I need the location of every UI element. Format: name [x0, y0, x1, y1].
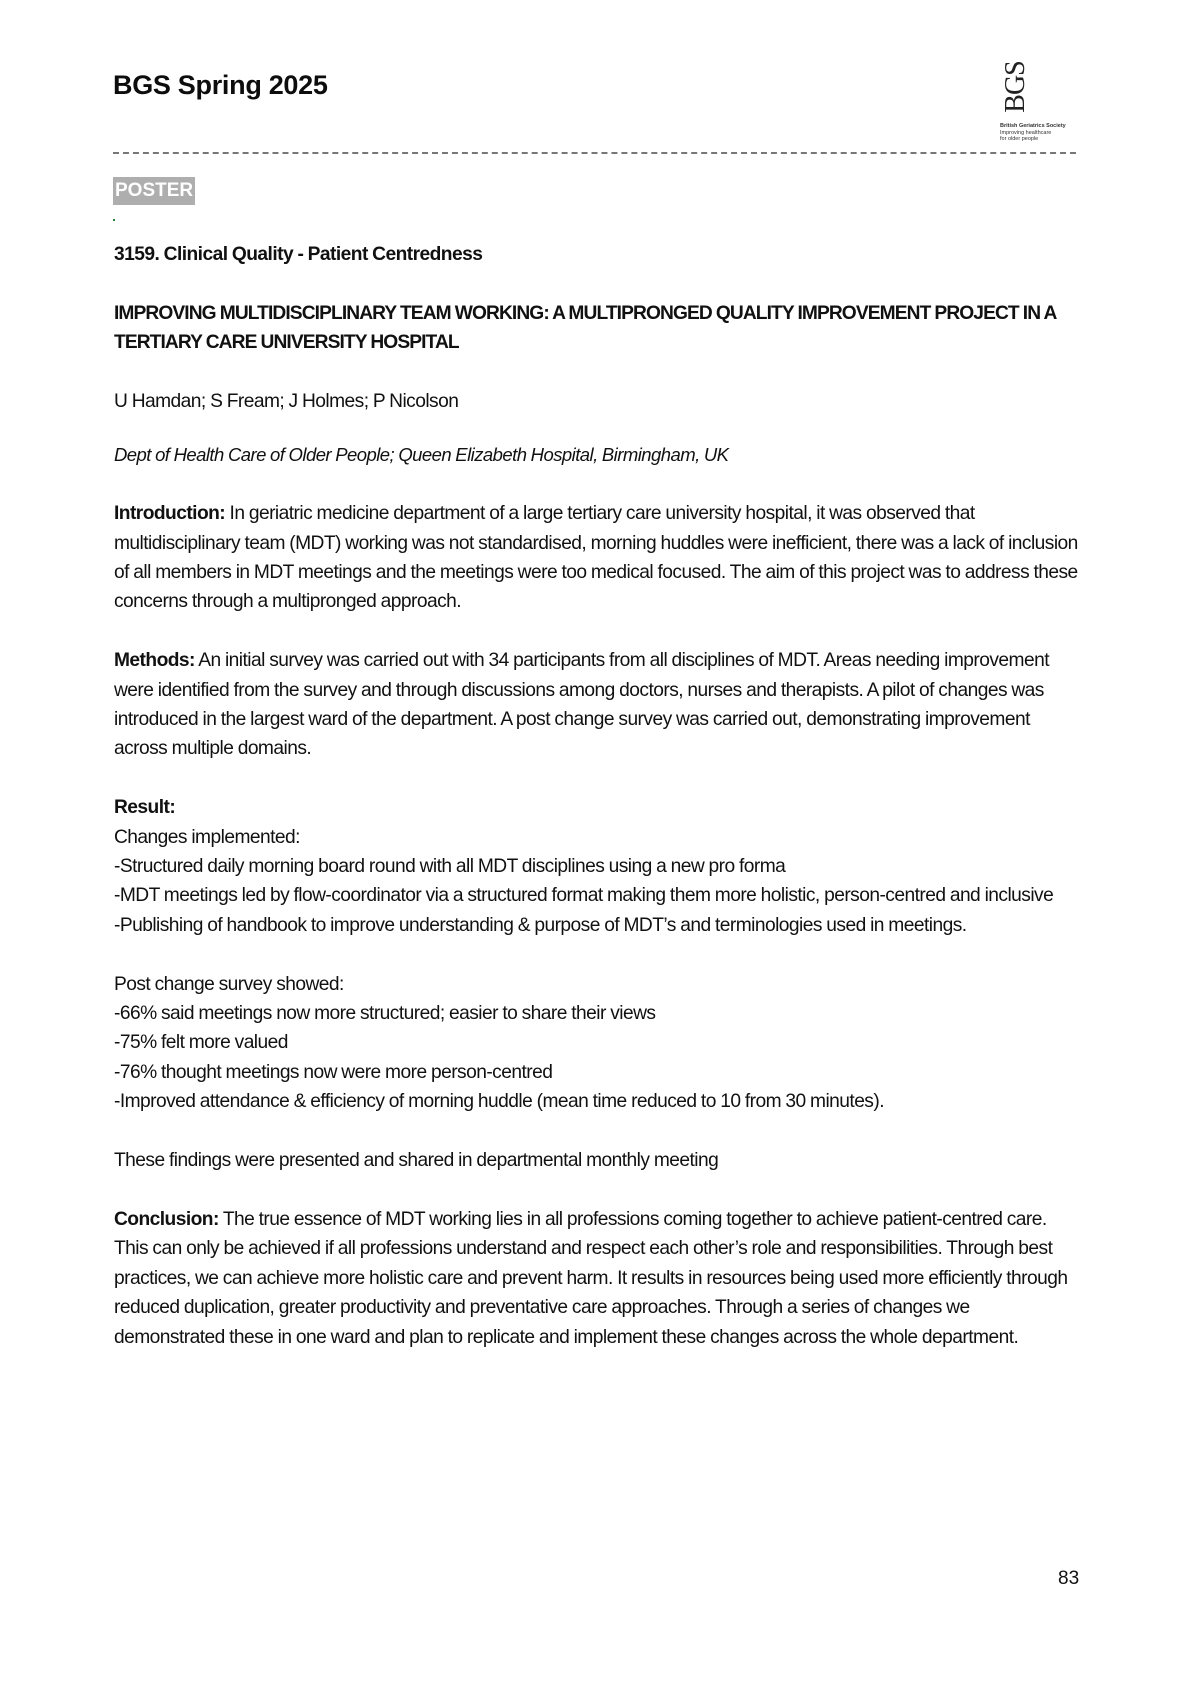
marker-dot — [113, 219, 115, 221]
bgs-logo — [1000, 50, 1100, 150]
bgs-logo-text — [1000, 123, 1066, 143]
methods-label: Methods: — [114, 650, 195, 672]
page-number: 83 — [1058, 1568, 1080, 1589]
abstract-affiliation: Dept of Health Care of Older People; Queen Elizabeth Hospital, Birmingham, UK — [114, 444, 729, 466]
abstract-authors: U Hamdan; S Fream; J Holmes; P Nicolson — [114, 391, 459, 412]
introduction-section — [114, 499, 1084, 617]
result-section — [114, 793, 1084, 940]
change-item: -MDT meetings led by flow-coordinator via a structured format making them more holistic, person-centred and inclusive — [114, 885, 1054, 907]
bgs-logo-mark-icon — [1002, 54, 1030, 120]
survey-item: -76% thought meetings now were more person-centred — [114, 1061, 553, 1083]
survey-item: -75% felt more valued — [114, 1032, 288, 1054]
survey-results — [114, 970, 1084, 1117]
header-divider — [113, 152, 1076, 154]
bgs-logo-mark-text: BGS — [1000, 61, 1031, 113]
conclusion-label: Conclusion: — [114, 1208, 219, 1230]
conclusion-section — [114, 1205, 1084, 1352]
change-item: -Publishing of handbook to improve understanding & purpose of MDT’s and terminologies used in meetings. — [114, 914, 967, 936]
poster-badge: POSTER — [113, 177, 195, 205]
logo-tagline-2: for older people — [1000, 136, 1039, 142]
result-label: Result: — [114, 797, 176, 819]
abstract-body — [114, 240, 1084, 1381]
changes-heading: Changes implemented: — [114, 826, 300, 848]
survey-item: -66% said meetings now more structured; easier to share their views — [114, 1003, 656, 1025]
abstract-title: IMPROVING MULTIDISCIPLINARY TEAM WORKING: A MULTIPRONGED QUALITY IMPROVEMENT PROJECT IN A TERTIARY CARE UNIVERSITY HOSPITAL — [114, 302, 1056, 354]
logo-org-name: British Geriatrics Society — [1000, 123, 1066, 129]
conclusion-text: The true essence of MDT working lies in all professions coming together to achieve patient-centred care. This can only be achieved if all professions understand and respect each other’s role and responsibilities. Through best practices, we can achieve more holistic care and prevent harm. It results in resources being used more efficiently through reduced duplication, greater productivity and preventative care approaches. Through a series of changes we demonstrated these in one ward and plan to replicate and implement these changes across the whole department. — [114, 1208, 1068, 1348]
conference-title: BGS Spring 2025 — [113, 70, 328, 100]
survey-heading: Post change survey showed: — [114, 973, 344, 995]
logo-tagline-1: Improving healthcare — [1000, 129, 1052, 136]
shared-statement: These findings were presented and shared in departmental monthly meeting — [114, 1150, 719, 1172]
introduction-text: In geriatric medicine department of a large tertiary care university hospital, it was observed that multidisciplinary team (MDT) working was not standardised, morning huddles were inefficient, there was a lack of inclusion of all members in MDT meetings and the meetings were too medical focused. The aim of this project was to address these concerns through a multipronged approach. — [114, 503, 1078, 613]
introduction-label: Introduction: — [114, 503, 226, 525]
change-item: -Structured daily morning board round with all MDT disciplines using a new pro forma — [114, 856, 786, 878]
methods-section — [114, 646, 1084, 764]
abstract-category: 3159. Clinical Quality - Patient Centredness — [114, 244, 483, 265]
methods-text: An initial survey was carried out with 34 participants from all disciplines of MDT. Areas needing improvement were identified from the survey and through discussions among doctors, nurses and therapists. A pilot of changes was introduced in the largest ward of the department. A post change survey was carried out, demonstrating improvement across multiple domains. — [114, 650, 1049, 760]
survey-item: -Improved attendance & efficiency of morning huddle (mean time reduced to 10 from 30 minutes). — [114, 1091, 884, 1113]
